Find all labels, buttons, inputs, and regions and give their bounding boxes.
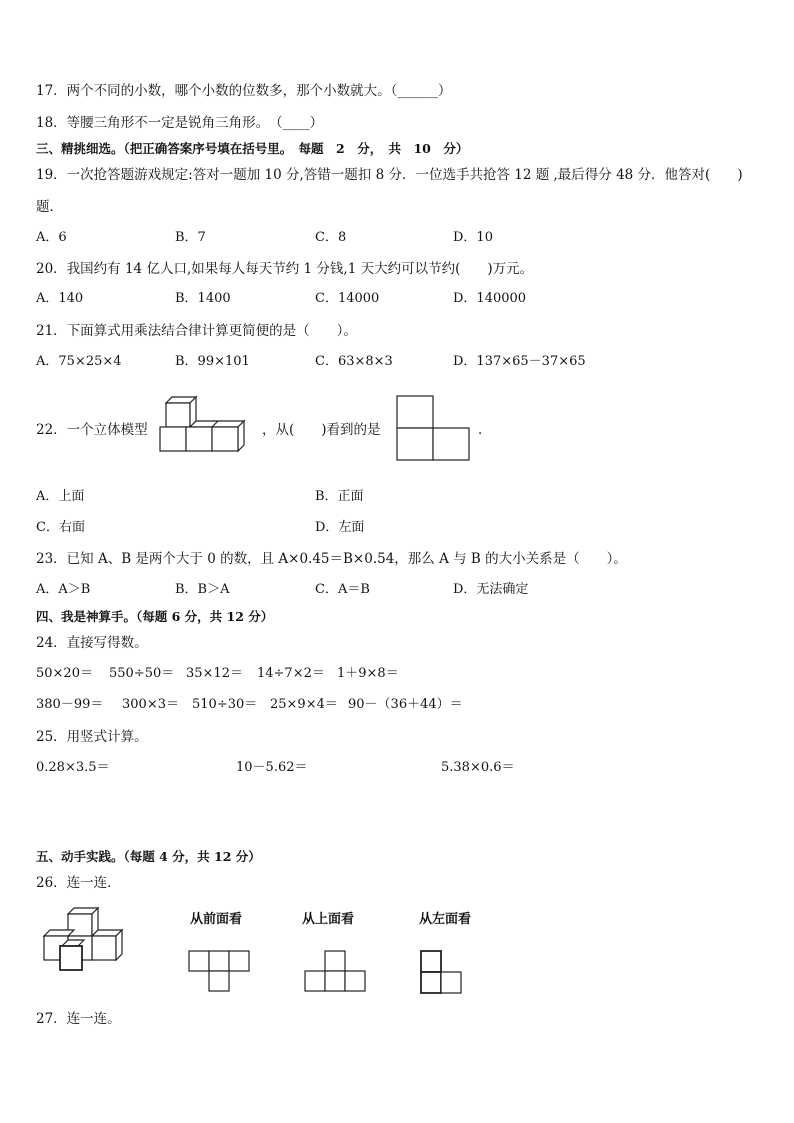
q20-option-c: C．14000 bbox=[315, 291, 380, 306]
q22-solid-model-figure bbox=[158, 395, 248, 465]
q20-option-a: A．140 bbox=[36, 291, 84, 306]
question-20: 20．我国约有 14 亿人口,如果每人每天节约 1 分钱,1 天大约可以节约( )万元。 bbox=[36, 261, 534, 277]
question-22-part3: ． bbox=[478, 422, 492, 438]
q24-item: 1＋9×8＝ bbox=[337, 666, 399, 681]
view-label-left: 从左面看 bbox=[419, 912, 472, 927]
q24-item: 300×3＝ bbox=[122, 697, 179, 712]
q23-option-c: C．A＝B bbox=[315, 582, 370, 597]
question-19-line2: 题． bbox=[36, 199, 63, 215]
q20-option-b: B．1400 bbox=[175, 291, 231, 306]
q26-top-view-figure bbox=[304, 950, 370, 996]
section-3-heading: 三、精挑细选。（把正确答案序号填在括号里。 每题 2 分， 共 10 分） bbox=[36, 141, 469, 156]
q26-left-view-figure bbox=[420, 950, 466, 998]
question-18: 18．等腰三角形不一定是锐角三角形。 （____） bbox=[36, 115, 324, 131]
q23-option-d: D．无法确定 bbox=[453, 582, 529, 597]
question-24: 24．直接写得数。 bbox=[36, 635, 148, 651]
question-21: 21．下面算式用乘法结合律计算更简便的是（ ）。 bbox=[36, 323, 357, 339]
section-4-heading: 四、我是神算手。（每题 6 分，共 12 分） bbox=[36, 609, 274, 624]
q19-option-c: C．8 bbox=[315, 230, 347, 245]
q24-item: 14÷7×2＝ bbox=[257, 666, 325, 681]
section-5-heading: 五、动手实践。（每题 4 分，共 12 分） bbox=[36, 849, 261, 864]
view-label-front: 从前面看 bbox=[190, 912, 243, 927]
q23-option-b: B．B＞A bbox=[175, 582, 230, 597]
question-19-line1: 19．一次抢答题游戏规定:答对一题加 10 分,答错一题扣 8 分．一位选手共抢答 12 题 ,最后得分 48 分．他答对( ) bbox=[36, 167, 743, 183]
question-22-part2: ，从( )看到的是 bbox=[262, 422, 381, 438]
q25-item: 0.28×3.5＝ bbox=[36, 760, 110, 775]
q23-option-a: A．A＞B bbox=[36, 582, 91, 597]
view-label-top: 从上面看 bbox=[302, 912, 355, 927]
q24-item: 90－（36＋44）＝ bbox=[348, 697, 463, 712]
question-17: 17．两个不同的小数，哪个小数的位数多，那个小数就大。（______） bbox=[36, 83, 452, 99]
q21-option-b: B．99×101 bbox=[175, 354, 250, 369]
q19-option-d: D．10 bbox=[453, 230, 493, 245]
q26-solid-figure bbox=[42, 906, 132, 976]
q24-item: 380－99＝ bbox=[36, 697, 104, 712]
q24-item: 550÷50＝ bbox=[109, 666, 175, 681]
q25-item: 10－5.62＝ bbox=[236, 760, 308, 775]
q21-option-d: D．137×65－37×65 bbox=[453, 354, 586, 369]
q22-option-a: A．上面 bbox=[36, 489, 85, 504]
q21-option-a: A．75×25×4 bbox=[36, 354, 122, 369]
q26-front-view-figure bbox=[188, 950, 254, 996]
q22-option-b: B．正面 bbox=[315, 489, 364, 504]
q19-option-b: B．7 bbox=[175, 230, 206, 245]
question-27: 27．连一连。 bbox=[36, 1011, 121, 1027]
question-22-part1: 22．一个立体模型 bbox=[36, 422, 148, 438]
question-25: 25．用竖式计算。 bbox=[36, 729, 148, 745]
q24-item: 510÷30＝ bbox=[192, 697, 258, 712]
question-23: 23．已知 A、B 是两个大于 0 的数，且 A×0.45＝B×0.54，那么 A 与 B 的大小关系是（ ）。 bbox=[36, 551, 627, 567]
q24-item: 35×12＝ bbox=[186, 666, 243, 681]
q25-item: 5.38×0.6＝ bbox=[441, 760, 515, 775]
q22-view-figure bbox=[396, 395, 471, 463]
q24-item: 25×9×4＝ bbox=[270, 697, 338, 712]
q24-item: 50×20＝ bbox=[36, 666, 93, 681]
q19-option-a: A．6 bbox=[36, 230, 67, 245]
q20-option-d: D．140000 bbox=[453, 291, 527, 306]
question-26: 26．连一连． bbox=[36, 875, 121, 891]
q22-option-c: C．右面 bbox=[36, 520, 85, 535]
q21-option-c: C．63×8×3 bbox=[315, 354, 393, 369]
q22-option-d: D．左面 bbox=[315, 520, 365, 535]
